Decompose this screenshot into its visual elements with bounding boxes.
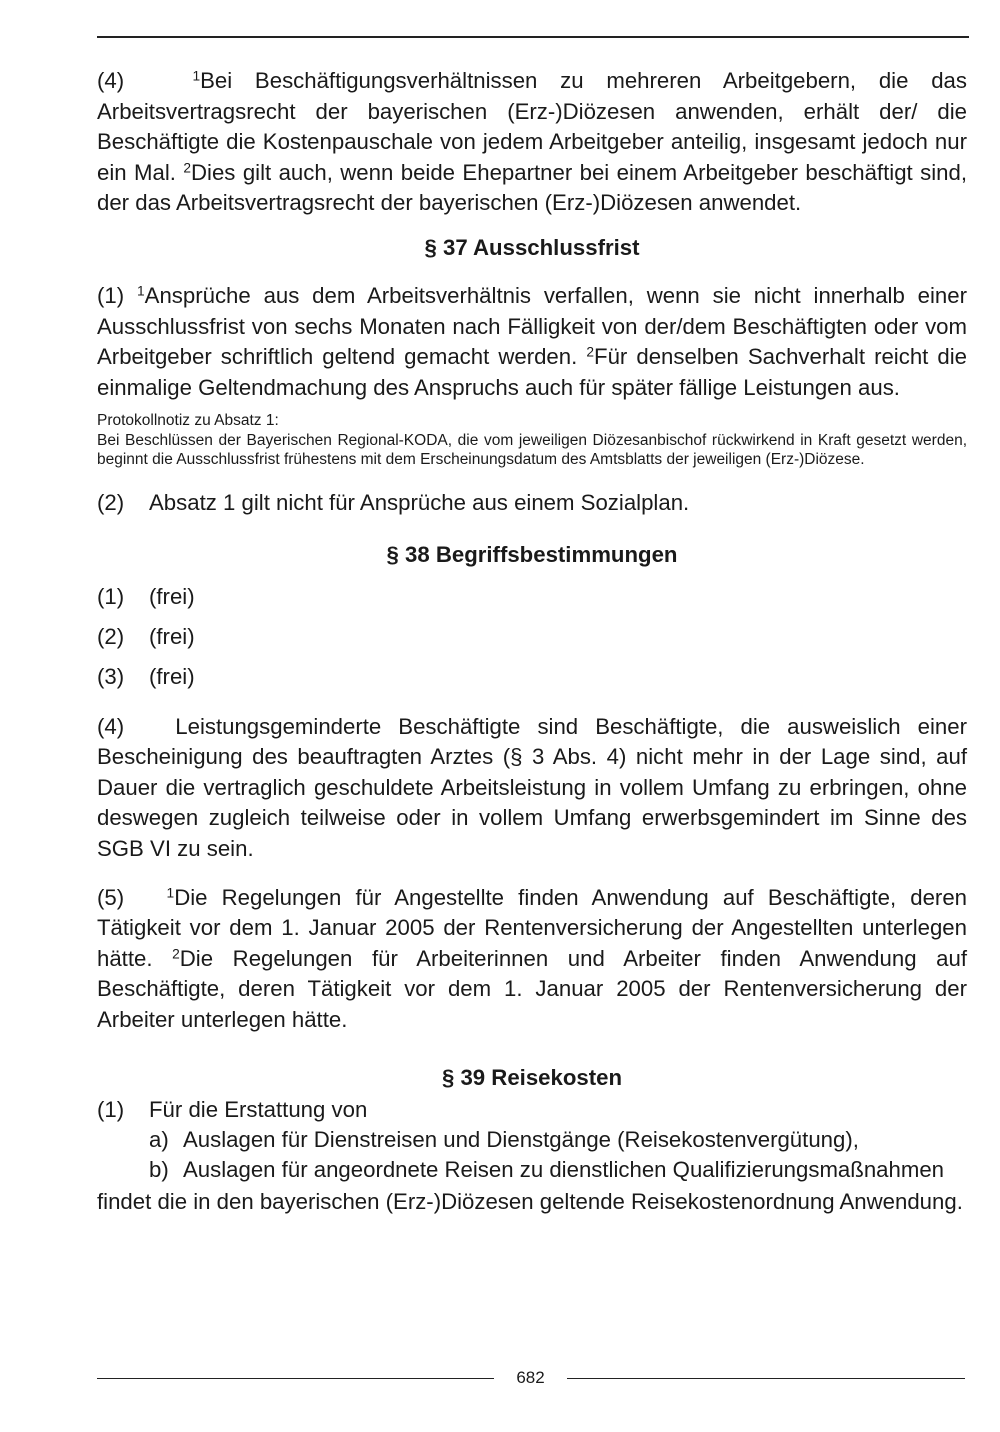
paragraph-text: (frei)	[149, 663, 195, 689]
paragraph-text: Für die Erstattung von	[149, 1097, 368, 1123]
paragraph-38-5	[97, 883, 967, 1036]
sentence-number: 2	[172, 946, 180, 962]
protocol-note-text: Bei Beschlüssen der Bayerischen Regional-KODA, die vom jeweiligen Diözesanbischof rückwirkend in Kraft gesetzt werden, beginnt die Ausschlussfrist frühestens mit dem Erscheinungsdatum des Amtsblatts der jeweiligen (Erz-)Diözese.	[97, 432, 967, 468]
footer-rule-right	[567, 1378, 965, 1379]
list-item-b	[97, 1155, 967, 1185]
footer-rule-left	[97, 1378, 494, 1379]
paragraph-number: (4)	[97, 713, 125, 739]
paragraph-number: (1)	[97, 583, 125, 609]
section-heading-38: § 38 Begriffsbestimmungen	[386, 541, 678, 567]
paragraph-text: (frei)	[149, 623, 195, 649]
list-text: Auslagen für angeordnete Reisen zu dienstlichen Qualifizierungsmaßnahmen	[183, 1157, 944, 1183]
paragraph-text: Leistungsgeminderte Beschäftigte sind Beschäftigte, die ausweislich einer Bescheinigung des beauftragten Arztes (§ 3 Abs. 4) nicht mehr in der Lage sind, auf Dauer die vertraglich geschuldete Arbeitsleistung in vollem Umfang zu erbringen, ohne deswegen zugleich teilweise oder in vollem Umfang erwerbsgemindert im Sinne des SGB VI zu sein.	[97, 713, 967, 861]
paragraph-text: Bei Beschäftigungsverhältnissen zu mehreren Arbeitgebern, die das Arbeitsvertragsrecht der bayerischen (Erz-)Diözesen anwenden, erhält der/ die Beschäftigte die Kostenpauschale von jedem Arbeitgeber anteilig, insgesamt jedoch nur ein Mal.	[97, 68, 967, 185]
sentence-number: 1	[136, 283, 145, 299]
paragraph-text: Für denselben Sachverhalt reicht die einmalige Geltendmachung des Anspruchs auch für später fällige Leistungen aus.	[97, 344, 967, 400]
list-item	[97, 662, 967, 692]
sentence-number: 1	[166, 884, 175, 900]
paragraph-text: (frei)	[149, 583, 195, 609]
top-rule	[97, 36, 969, 38]
section-heading-39: § 39 Reisekosten	[441, 1065, 623, 1091]
paragraph-text: Absatz 1 gilt nicht für Ansprüche aus einem Sozialplan.	[149, 489, 690, 515]
paragraph-number: (2)	[97, 489, 125, 515]
paragraph-text: Ansprüche aus dem Arbeitsverhältnis verfallen, wenn sie nicht innerhalb einer Ausschlussfrist von sechs Monaten nach Fälligkeit von der/dem Beschäftigten oder vom Arbeitgeber schriftlich geltend gemacht werden.	[97, 282, 967, 370]
list-letter: a)	[149, 1127, 169, 1153]
paragraph-number: (2)	[97, 623, 125, 649]
document-page	[97, 0, 969, 1432]
paragraph-text: Die Regelungen für Arbeiterinnen und Arbeiter finden Anwendung auf Beschäftigte, deren Tätigkeit vor dem 1. Januar 2005 der Rentenversicherung der Arbeiter unterlegen hätte.	[97, 945, 967, 1032]
section-heading-37: § 37 Ausschlussfrist	[424, 234, 640, 260]
list-item-a	[97, 1125, 967, 1155]
paragraph-36-4	[97, 66, 967, 219]
paragraph-text: Die Regelungen für Angestellte finden Anwendung auf Beschäftigte, deren Tätigkeit vor dem 1. Januar 2005 der Rentenversicherung der Angestellten unterlegen hätte.	[97, 884, 967, 971]
page-number: 682	[516, 1368, 545, 1387]
page-content	[97, 66, 967, 1218]
paragraph-number: (4)	[97, 68, 125, 93]
paragraph-39-closing: findet die in den bayerischen (Erz-)Diözesen geltende Reisekostenordnung Anwendung.	[97, 1189, 963, 1215]
paragraph-number: (3)	[97, 663, 125, 689]
sentence-number: 2	[183, 160, 192, 176]
list-item	[97, 582, 967, 612]
protocol-note-title: Protokollnotiz zu Absatz 1:	[97, 412, 279, 430]
paragraph-number: (1)	[97, 1097, 125, 1123]
sentence-number: 1	[192, 68, 201, 84]
paragraph-39-1-intro	[97, 1095, 967, 1125]
paragraph-37-1	[97, 281, 967, 403]
list-text: Auslagen für Dienstreisen und Dienstgänge (Reisekostenvergütung),	[183, 1127, 859, 1153]
list-item	[97, 622, 967, 652]
paragraph-text: Dies gilt auch, wenn beide Ehepartner bei einem Arbeitgeber beschäftigt sind, der das Arbeitsvertragsrecht der bayerischen (Erz-)Diözesen anwendet.	[97, 159, 967, 216]
paragraph-number: (1)	[97, 282, 125, 308]
page-footer	[97, 1364, 969, 1394]
paragraph-number: (5)	[97, 884, 125, 910]
paragraph-38-4	[97, 712, 967, 865]
paragraph-37-2	[97, 488, 967, 518]
list-letter: b)	[149, 1157, 169, 1183]
sentence-number: 2	[586, 344, 595, 360]
